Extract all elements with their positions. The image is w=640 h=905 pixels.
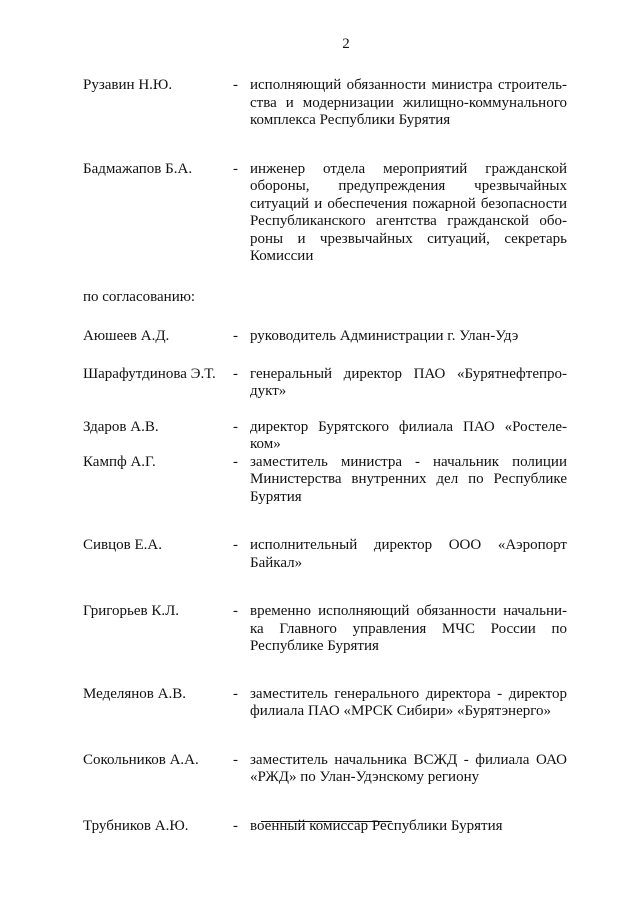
member-name: Григорьев К.Л. <box>83 603 180 619</box>
member-position: руководитель Администрации г. Улан-Удэ <box>250 328 519 344</box>
end-of-document-line <box>261 821 392 822</box>
member-row <box>83 686 567 721</box>
member-dash: - <box>233 160 238 177</box>
member-name: Бадмажапов Б.А. <box>83 160 193 177</box>
member-position: заместитель генерального директора - директор филиала ПАО «МРСК Сибири» «Бурятэнерго» <box>250 685 567 719</box>
member-row <box>83 603 567 656</box>
member-position: генеральный директор ПАО «Бурятнефтепро-дукт» <box>250 365 567 399</box>
member-position: военный комиссар Республики Бурятия <box>250 817 503 834</box>
member-dash: - <box>233 537 238 553</box>
member-name: Сокольников А.А. <box>83 751 199 768</box>
member-row <box>83 161 567 266</box>
member-name: Трубников А.Ю. <box>83 817 189 834</box>
member-name: Аюшеев А.Д. <box>83 328 170 344</box>
member-dash: - <box>233 751 238 768</box>
member-name: Здаров А.В. <box>83 418 159 435</box>
member-dash: - <box>233 365 238 382</box>
member-row <box>83 454 567 507</box>
member-position: директор Бурятского филиала ПАО «Ростеле-ком» <box>250 418 567 452</box>
member-position: заместитель министра - начальник полиции Министерства внутренних дел по Республике Бурятия <box>250 453 567 505</box>
member-dash: - <box>233 817 238 834</box>
member-dash: - <box>233 77 238 93</box>
member-name: Рузавин Н.Ю. <box>83 77 173 93</box>
member-dash: - <box>233 328 238 344</box>
member-row <box>83 419 567 454</box>
member-name: Шарафутдинова Э.Т. <box>83 365 216 382</box>
member-name: Меделянов А.В. <box>83 685 186 702</box>
member-dash: - <box>233 685 238 702</box>
member-row <box>83 752 567 787</box>
commission-member-list <box>83 77 567 835</box>
member-dash: - <box>233 453 238 470</box>
member-row <box>83 77 567 130</box>
agreement-label: по согласованию: <box>83 288 196 305</box>
member-name: Кампф А.Г. <box>83 453 156 470</box>
page-number: 2 <box>342 36 350 52</box>
member-position: заместитель начальника ВСЖД - филиала ОАО «РЖД» по Улан-Удэнскому региону <box>250 751 567 785</box>
member-row <box>83 537 567 572</box>
member-row <box>83 366 567 401</box>
member-dash: - <box>233 603 238 619</box>
member-position: инженер отдела мероприятий гражданской обороны, предупреждения чрезвычайных ситуаций и обеспечения пожарной безопасности Республиканского агентства гражданской обо-роны и чрезвычайных ситуаций, секретарь Комиссии <box>250 160 567 264</box>
member-row <box>83 328 567 346</box>
member-dash: - <box>233 418 238 435</box>
member-position: временно исполняющий обязанности начальни-ка Главного управления МЧС России по Республике Бурятия <box>250 603 567 654</box>
member-name: Сивцов Е.А. <box>83 537 162 553</box>
member-position: исполнительный директор ООО «Аэропорт Байкал» <box>250 537 567 571</box>
member-position: исполняющий обязанности министра строитель-ства и модернизации жилищно-коммунального комплекса Республики Бурятия <box>250 77 567 128</box>
